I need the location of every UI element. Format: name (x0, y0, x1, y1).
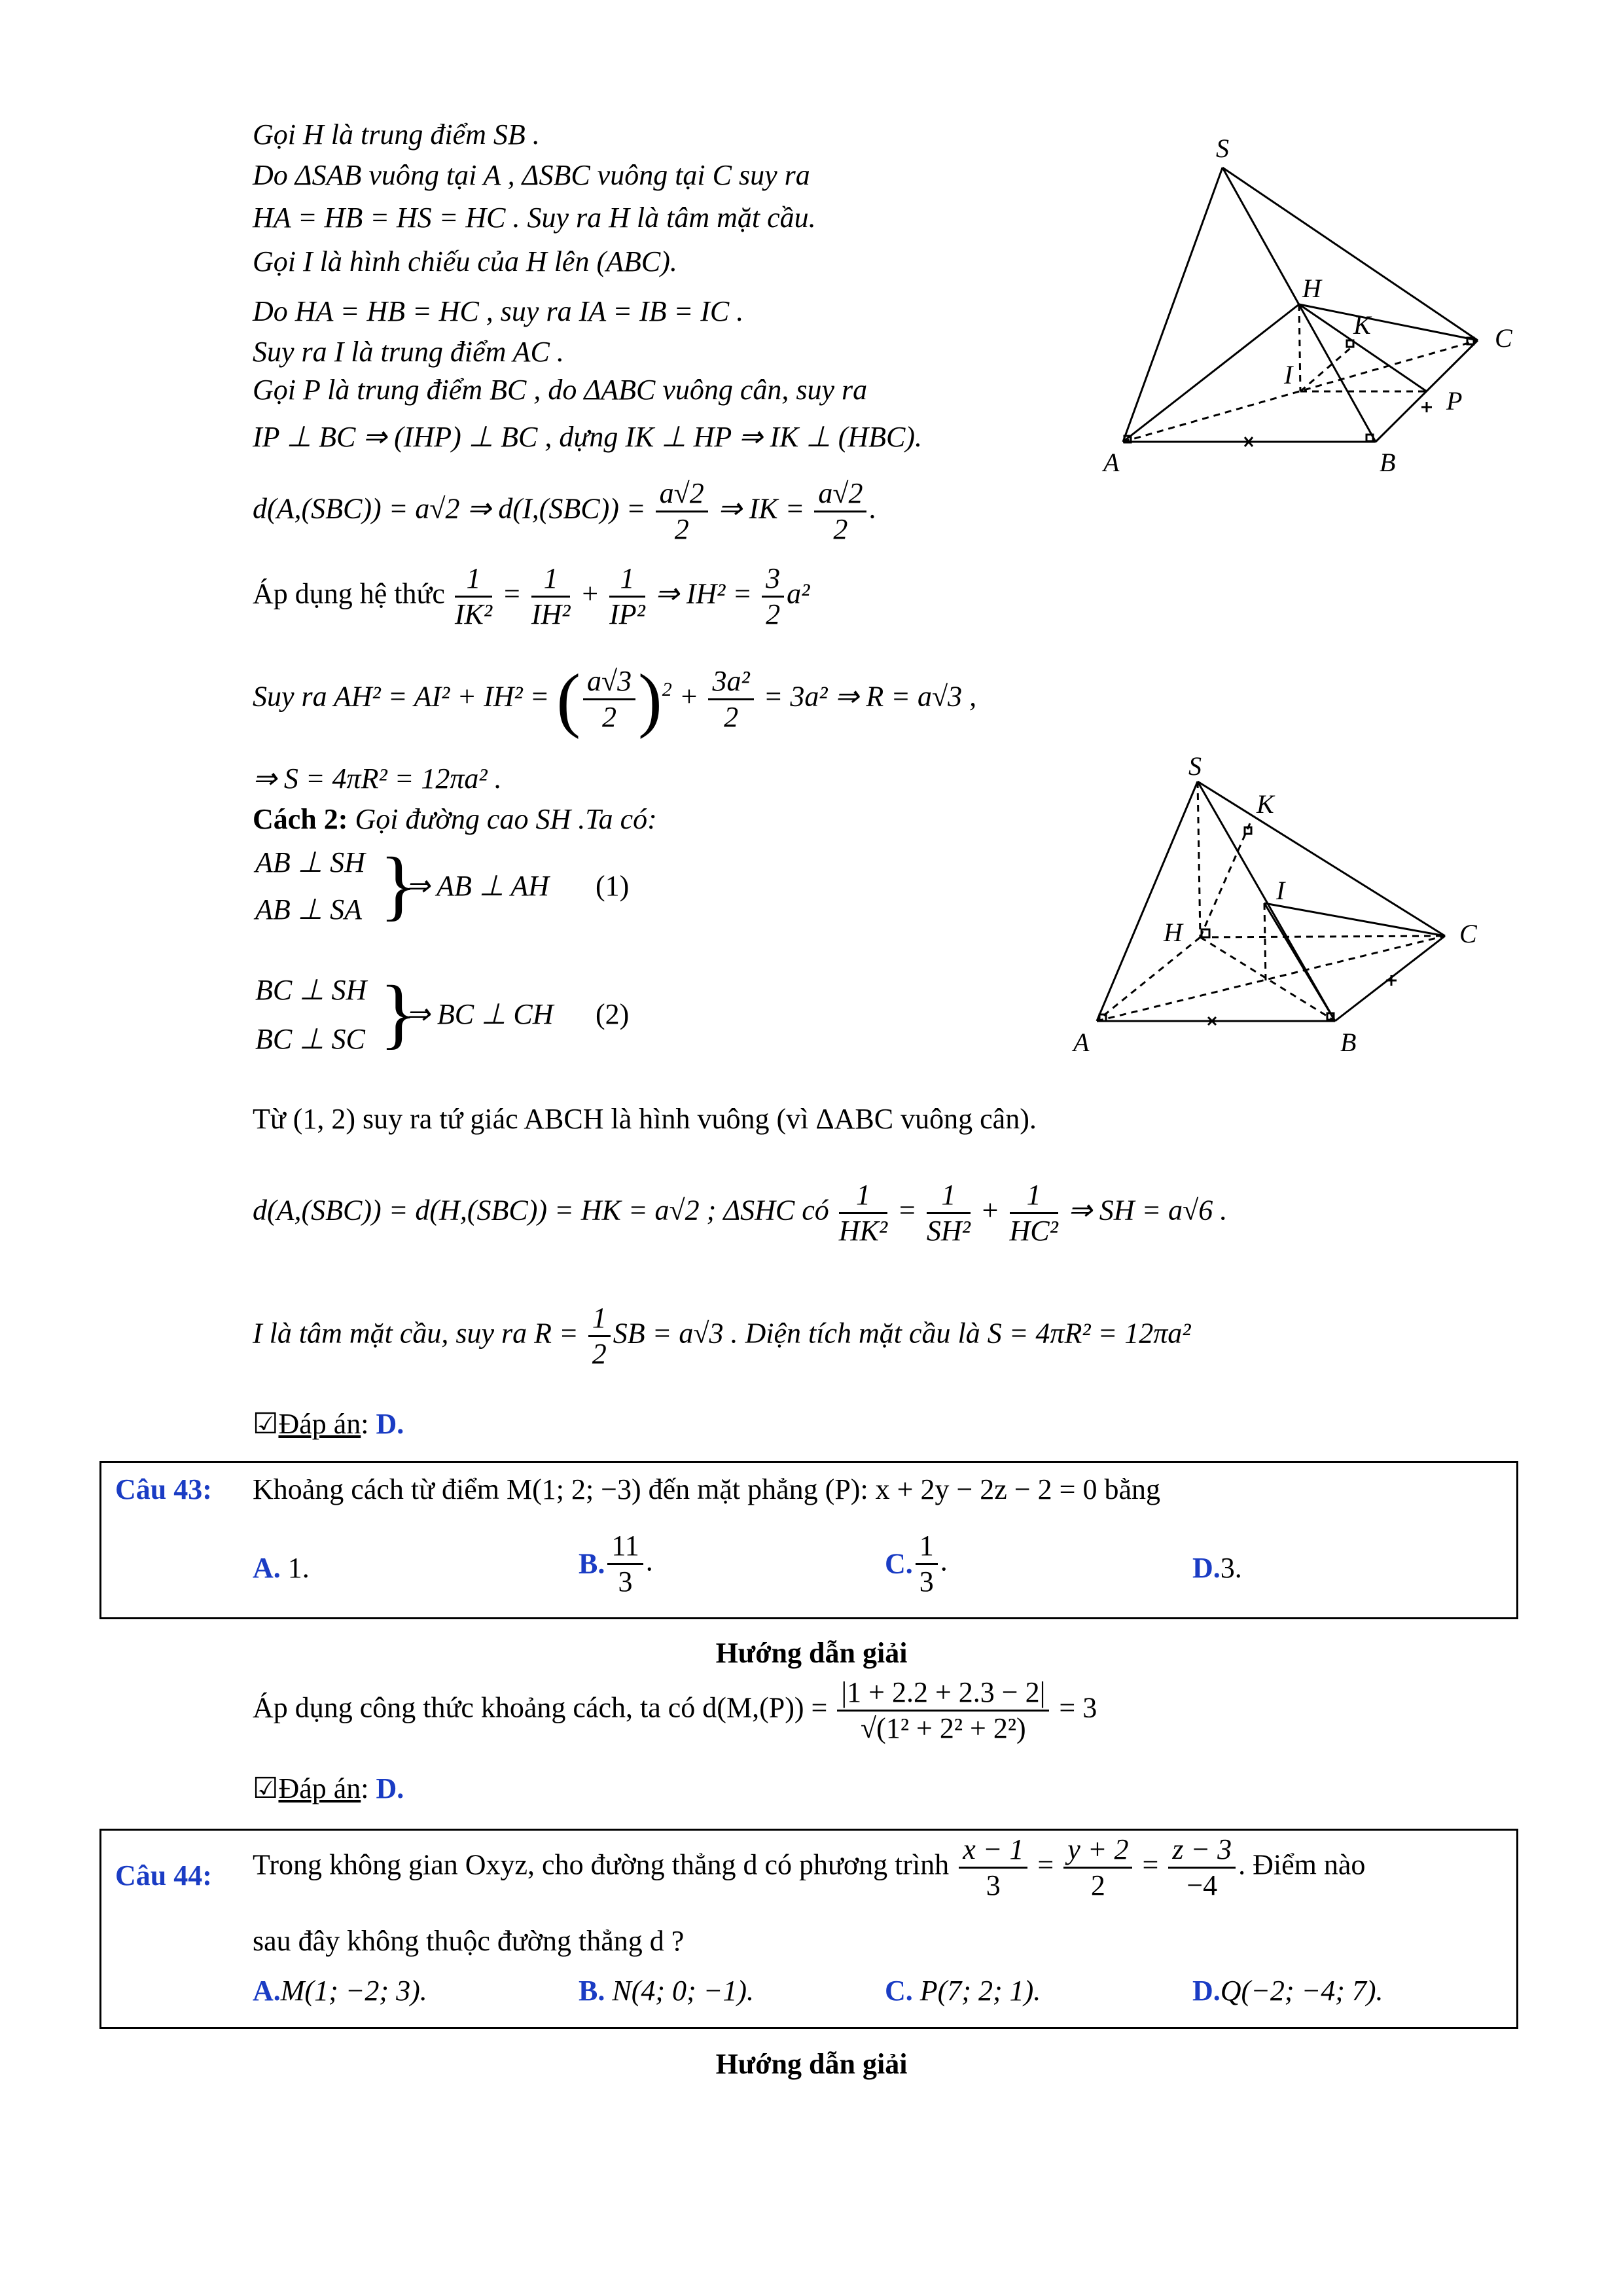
sol1-line5: Do HA = HB = HC , suy ra IA = IB = IC . (253, 295, 744, 327)
sol2-line3-prefix: I là tâm mặt cầu, suy ra R = (253, 1317, 579, 1350)
option-label: D. (1192, 1975, 1221, 2007)
frac-den: 2 (724, 701, 739, 733)
answer-label: Đáp án (278, 1408, 361, 1440)
edge-SA (1123, 168, 1222, 442)
brace-icon: } (380, 969, 418, 1056)
fig2-label-B: B (1340, 1028, 1357, 1057)
frac-num: 11 (607, 1529, 643, 1565)
sol2-title: Cách 2: (253, 803, 348, 835)
frac-num: x − 1 (959, 1833, 1027, 1869)
q43-option-a[interactable] (253, 1550, 310, 1587)
frac-den: 3 (919, 1566, 934, 1598)
edge-IK (1300, 346, 1353, 391)
sol2-line2: d(A,(SBC)) = d(H,(SBC)) = HK = a√2 ; ΔSHC có $\frac{1}{\text{HK²}}$ = $\frac{1}{\text{SH²}}$ + $\frac{1}{\text{HC²}}$ ⇒ SH = a√6 . (253, 1179, 1228, 1247)
sol1-line12: ⇒ S = 4πR² = 12πa² . (253, 762, 502, 795)
edge-HA (1123, 304, 1299, 442)
frac-num: 1 (1010, 1178, 1058, 1214)
q44-label: Câu 44: (115, 1859, 212, 1892)
edge-I-down (1264, 903, 1266, 980)
frac (588, 1301, 611, 1371)
frac (607, 1529, 643, 1599)
checkbox-icon: ☑ (253, 1408, 279, 1440)
frac (583, 664, 635, 734)
fig2-label-A: A (1073, 1028, 1090, 1057)
frac (814, 476, 866, 547)
frac-num: 1 (927, 1178, 971, 1214)
fig1-label-C: C (1495, 323, 1512, 353)
q43-sol-suffix: = 3 (1059, 1691, 1097, 1724)
frac-den: 2 (766, 598, 781, 630)
edge-BC (1335, 936, 1445, 1021)
frac-den: SH² (926, 1215, 971, 1247)
sol2-intro-line (253, 801, 657, 838)
answer-value: D. (376, 1772, 404, 1804)
q43-text: Khoảng cách từ điểm M(1; 2; −3) đến mặt phẳng (P): x + 2y − 2z − 2 = 0 bằng (253, 1473, 1160, 1505)
frac-den: 2 (592, 1338, 607, 1370)
answer-label: Đáp án (278, 1772, 361, 1804)
sol1-line7: Gọi P là trung điểm BC , do ΔABC vuông cân, suy ra (253, 374, 868, 406)
edge-HB (1200, 937, 1335, 1021)
frac (1063, 1833, 1132, 1903)
fig2-label-C: C (1459, 919, 1477, 948)
frac (839, 1178, 887, 1248)
sol1-line10-prefix: Áp dụng hệ thức (253, 577, 445, 610)
frac-num: z − 3 (1168, 1833, 1236, 1869)
right-angle-K (1245, 827, 1251, 834)
fig1-label-P: P (1446, 386, 1463, 416)
pyramid-figure-1 (1073, 124, 1544, 491)
q44-text-end: . Điểm nào (1238, 1848, 1366, 1881)
right-angle-A (1099, 1014, 1106, 1021)
sol2-line3-suffix: SB = a√3 . Diện tích mặt cầu là S = 4πR² = 12πa² (613, 1317, 1191, 1350)
q44-option-a[interactable] (253, 1973, 427, 2009)
option-text: P(7; 2; 1). (919, 1975, 1041, 2007)
frac-den: 2 (1090, 1869, 1105, 1901)
frac-num: 3 (762, 562, 784, 598)
sys1-tag: (1) (596, 870, 630, 902)
right-angle-B (1366, 435, 1373, 441)
option-label: C. (885, 1975, 913, 2007)
sol2-line2-left: d(A,(SBC)) = d(H,(SBC)) = HK = a√2 ; ΔSHC có (253, 1194, 829, 1227)
frac-num: 1 (588, 1301, 611, 1337)
paren: ) (638, 659, 662, 740)
sys1-line-b: AB ⊥ SA (255, 893, 362, 925)
frac (708, 664, 753, 734)
sys2-line-a: BC ⊥ SH (255, 974, 367, 1006)
frac (927, 1178, 971, 1248)
frac-den: IH² (531, 598, 571, 630)
frac-num: 1 (455, 562, 492, 598)
frac (531, 562, 571, 632)
frac (837, 1676, 1049, 1746)
sol1-line10-suffix: a² (787, 577, 810, 610)
sys2-result: ⇒ BC ⊥ CH (406, 998, 554, 1030)
frac-den: √(1² + 2² + 2²) (861, 1712, 1026, 1744)
fig1-label-H: H (1302, 274, 1321, 303)
frac-num: a√2 (814, 476, 866, 512)
option-label: B. (579, 1975, 605, 2007)
sol1-line2: Do ΔSAB vuông tại A , ΔSBC vuông tại C suy ra (253, 159, 810, 191)
frac-den: IK² (454, 598, 493, 630)
sys2-line-b: BC ⊥ SC (255, 1023, 365, 1055)
option-label: A. (253, 1552, 281, 1584)
frac (762, 562, 784, 632)
frac-den: 2 (833, 513, 848, 545)
q44-option-d[interactable] (1192, 1973, 1383, 2009)
edge-HC (1200, 936, 1445, 937)
sol2-line3 (253, 1301, 1190, 1371)
q43-solution (253, 1676, 1097, 1746)
frac (609, 562, 645, 632)
option-text: 3. (1220, 1552, 1242, 1584)
sol1-line6: Suy ra I là trung điểm AC . (253, 336, 564, 368)
checkbox-icon: ☑ (253, 1772, 279, 1804)
sol1-line9-mid: ⇒ IK = (717, 492, 805, 525)
paren: ( (556, 659, 580, 740)
frac (656, 476, 708, 547)
edge-HI (1299, 304, 1300, 391)
frac-den: −4 (1186, 1869, 1218, 1901)
q43-option-d[interactable] (1192, 1550, 1242, 1587)
fig2-label-I: I (1276, 876, 1285, 905)
option-text: N(4; 0; −1). (612, 1975, 755, 2007)
frac-num: |1 + 2.2 + 2.3 − 2| (837, 1676, 1049, 1712)
frac-den: 3 (986, 1869, 1001, 1901)
frac-den: 2 (602, 701, 617, 733)
fig2-label-H: H (1164, 918, 1183, 947)
sol1-line4: Gọi I là hình chiếu của H lên (ABC). (253, 245, 677, 278)
q44-option-c[interactable] (885, 1973, 1041, 2009)
edge-HK (1200, 823, 1250, 937)
sol1-line11-suffix: = 3a² ⇒ R = a√3 , (763, 680, 977, 713)
q43-answer: ☑Đáp án: D. (253, 1772, 404, 1804)
q44-option-b[interactable] (579, 1973, 754, 2009)
frac-num: 1 (839, 1178, 887, 1214)
q43-sol-prefix: Áp dụng công thức khoảng cách, ta có d(M,(P)) = (253, 1691, 828, 1724)
pyramid-figure-2 (1054, 753, 1525, 1067)
sol1-line1: Gọi H là trung điểm SB . (253, 118, 540, 151)
sol1-line9: d(A,(SBC)) = a√2 ⇒ d(I,(SBC)) = $\frac{a√2}{2}$ ⇒ IK = $\frac{a√2}{2}$ . (253, 477, 877, 545)
fig2-label-K: K (1257, 789, 1274, 819)
frac (916, 1529, 938, 1599)
brace-icon: } (380, 841, 418, 928)
frac-num: 1 (609, 562, 645, 598)
frac-num: 3a² (708, 664, 753, 700)
frac (959, 1833, 1027, 1903)
q43-guide-title: Hướng dẫn giải (715, 1637, 908, 1669)
edge-SA (1097, 781, 1198, 1021)
frac-den: IP² (609, 598, 645, 630)
edge-SH (1198, 781, 1200, 937)
sol1-line10: Áp dụng hệ thức $\frac{1}{\text{IK²}}$ = $\frac{1}{\text{IH²}}$ + $\frac{1}{\text{IP²}}$ ⇒ IH² = $\frac{3}{2}$ a² (253, 562, 810, 630)
fig2-label-S: S (1188, 753, 1202, 781)
right-angle-C (1467, 338, 1474, 344)
sol2-intro: Gọi đường cao SH .Ta có: (355, 803, 657, 835)
sol2-answer: ☑Đáp án: D. (253, 1408, 404, 1440)
sol1-line3: HA = HB = HS = HC . Suy ra H là tâm mặt cầu. (253, 202, 816, 234)
sys1-line-a: AB ⊥ SH (255, 846, 365, 878)
sol1-line9-left: d(A,(SBC)) = a√2 ⇒ d(I,(SBC)) = (253, 492, 646, 525)
fig1-label-K: K (1353, 310, 1371, 340)
sol1-line10-mid: ⇒ IH² = (654, 577, 753, 610)
frac-den: 2 (674, 513, 689, 545)
frac (455, 562, 492, 632)
right-angle-B (1327, 1013, 1334, 1020)
edge-AC (1097, 936, 1445, 1021)
edge-IB (1264, 903, 1335, 1021)
frac-num: 1 (916, 1529, 938, 1565)
sol1-line11: Suy ra AH² = AI² + IH² = ( $\frac{a√3}{2}$ )$^2$ + $\frac{\text{3a²}}{2}$ = 3a² ⇒ R = a√3 , (253, 659, 977, 740)
frac-num: a√3 (583, 664, 635, 700)
option-label: C. (885, 1547, 913, 1580)
option-text: Q(−2; −4; 7). (1220, 1975, 1383, 2007)
option-text: 1. (287, 1552, 310, 1584)
frac-num: y + 2 (1063, 1833, 1132, 1869)
option-label: B. (579, 1547, 605, 1580)
q44-text: Trong không gian Oxyz, cho đường thẳng d có phương trình $\frac{x - 1}{3}$ = $\frac{y + 2}{2}$ = $\frac{z - 3}{-4}$ . Điểm nào (253, 1833, 1366, 1901)
q44-text-main: Trong không gian Oxyz, cho đường thẳng d có phương trình (253, 1848, 950, 1881)
frac-den: 3 (618, 1566, 633, 1598)
fig1-label-S: S (1216, 134, 1229, 163)
sol1-line8: IP ⊥ BC ⇒ (IHP) ⊥ BC , dựng IK ⊥ HP ⇒ IK ⊥ (HBC). (253, 421, 922, 453)
frac-num: 1 (531, 562, 571, 598)
sys1-result: ⇒ AB ⊥ AH (406, 870, 550, 902)
fig1-label-B: B (1380, 448, 1396, 477)
sol2-line1: Từ (1, 2) suy ra tứ giác ABCH là hình vuông (vì ΔABC vuông cân). (253, 1103, 1037, 1135)
answer-value: D. (376, 1408, 404, 1440)
q43-option-c[interactable]: C. $\frac{1}{3}$ . (885, 1530, 948, 1598)
q44-text2: sau đây không thuộc đường thẳng d ? (253, 1925, 685, 1957)
q43-option-b[interactable]: B. $\frac{11}{3}$ . (579, 1530, 653, 1598)
sol1-line11-prefix: Suy ra AH² = AI² + IH² = (253, 680, 550, 713)
frac-den: HC² (1009, 1215, 1058, 1247)
fig1-label-A: A (1103, 448, 1120, 477)
frac (1168, 1833, 1236, 1903)
frac-den: HK² (838, 1215, 888, 1247)
frac-num: a√2 (656, 476, 708, 512)
sys2-tag: (2) (596, 998, 630, 1030)
option-label: D. (1192, 1552, 1221, 1584)
option-label: A. (253, 1975, 281, 2007)
frac (1010, 1178, 1058, 1248)
option-text: M(1; −2; 3). (280, 1975, 427, 2007)
fig1-label-I: I (1284, 360, 1293, 389)
q44-guide-title: Hướng dẫn giải (715, 2048, 908, 2080)
q43-label: Câu 43: (115, 1473, 212, 1505)
sol2-line2-suffix: ⇒ SH = a√6 . (1067, 1194, 1228, 1227)
right-angle-K (1347, 340, 1353, 347)
